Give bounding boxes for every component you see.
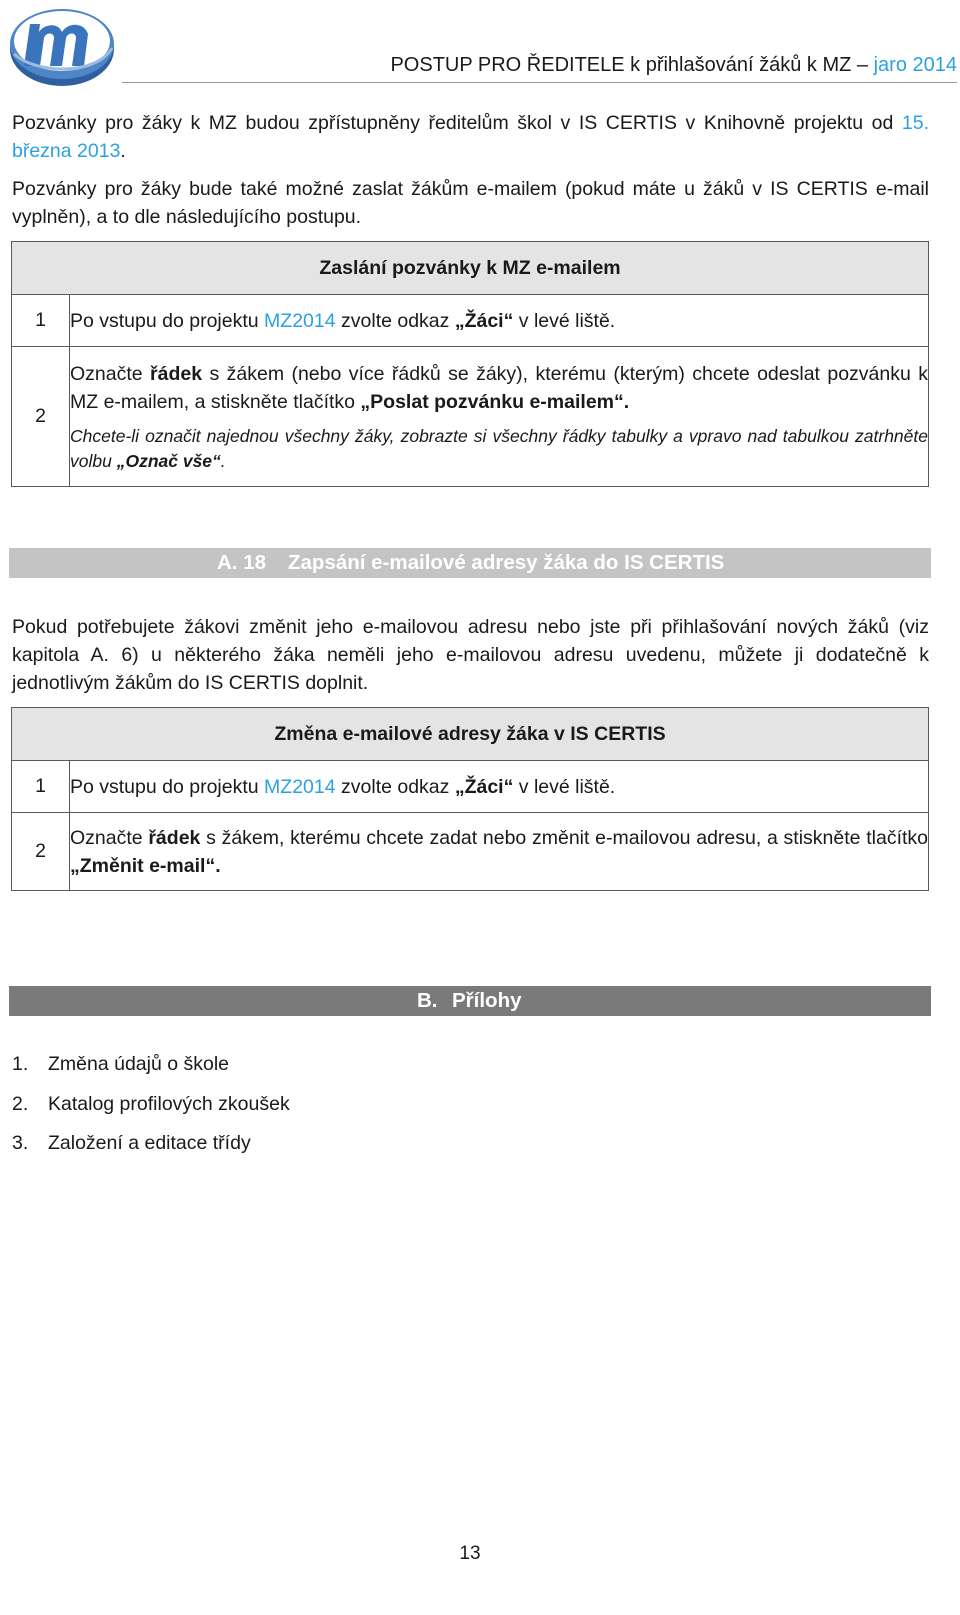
project-link[interactable]: MZ2014: [264, 775, 336, 798]
intro-p1-date: 15. března 2013: [12, 112, 929, 162]
step-number: 2: [12, 813, 70, 891]
attachments-list: [12, 1049, 290, 1168]
list-item-number: 3.: [12, 1132, 29, 1154]
table-row: [12, 761, 929, 813]
list-item: [12, 1128, 290, 1168]
header-title-dash: –: [851, 54, 874, 76]
table-row: [12, 295, 929, 347]
step-text-part: zvolte odkaz: [335, 775, 455, 798]
header-title: [390, 54, 957, 77]
section-title: Zapsání e-mailové adresy žáka do IS CERTIS: [288, 551, 725, 574]
step-text-part: Označte: [70, 362, 151, 385]
steps-table-email-change: [11, 707, 929, 891]
table-row: [12, 813, 929, 891]
step-note: [70, 424, 928, 474]
list-item-label: Založení a editace třídy: [48, 1132, 251, 1154]
step-note-part: Chcete-li označit najednou všechny žáky, zobrazte si všechny řádky tabulky a vpravo nad tabulkou zatrhněte volbu: [70, 425, 928, 471]
step-text-part: Po vstupu do projektu: [70, 775, 265, 798]
select-all-label: „Označ vše“: [116, 450, 221, 471]
step-text: [70, 761, 929, 813]
step-text: [70, 295, 929, 347]
step-text-part: Po vstupu do projektu: [70, 309, 265, 332]
step-text-part: v levé liště.: [513, 775, 616, 798]
logo-m-icon: [6, 4, 118, 88]
step-text-part: v levé liště.: [513, 309, 616, 332]
intro-paragraph-1: [12, 109, 929, 165]
page-number: 13: [459, 1543, 481, 1564]
section-heading-a18: [9, 548, 931, 578]
zaci-link-label: „Žáci“: [454, 309, 514, 332]
section-number: B.: [417, 989, 438, 1012]
list-item-number: 1.: [12, 1053, 29, 1075]
intro-paragraph-2: Pozvánky pro žáky bude také možné zaslat žákům e-mailem (pokud máte u žáků v IS CERTIS e-mail vyplněn), a to dle následujícího postupu.: [12, 178, 929, 228]
change-email-button-label: „Změnit e-mail“.: [70, 854, 221, 877]
step-text-part: s žákem, kterému chcete zadat nebo změnit e-mailovou adresu, a stiskněte tlačítko: [200, 826, 928, 849]
step-number: 1: [12, 295, 70, 347]
step-text: [70, 813, 929, 891]
step-text-part: s žákem (nebo více řádků se žáky), kterému (kterým) chcete odeslat pozvánku k MZ e-mailem, a stiskněte tlačítko: [70, 362, 928, 413]
list-item-label: Katalog profilových zkoušek: [48, 1092, 290, 1115]
section-number: A. 18: [217, 551, 266, 574]
list-item: [12, 1089, 290, 1129]
table-title: Změna e-mailové adresy žáka v IS CERTIS: [12, 708, 929, 761]
step-main-text: [70, 360, 928, 416]
table-title: Zaslání pozvánky k MZ e-mailem: [12, 242, 929, 295]
row-label: řádek: [150, 362, 203, 385]
intro-p1-text: Pozvánky pro žáky k MZ budou zpřístupněny ředitelům škol v IS CERTIS v Knihovně projektu od: [12, 112, 902, 134]
section-a18-paragraph: Pokud potřebujete žákovi změnit jeho e-mailovou adresu nebo jste při přihlašování nových žáků (viz kapitola A. 6) u některého žáka neměli jeho e-mailovou adresu uvedenu, můžete ji dodatečně k jednotlivým žákům do IS CERTIS doplnit.: [12, 616, 929, 694]
project-link[interactable]: MZ2014: [264, 309, 336, 332]
list-item-label: Změna údajů o škole: [48, 1053, 230, 1075]
table-row: [12, 347, 929, 487]
header-title-term: jaro 2014: [873, 54, 957, 76]
list-item-number: 2.: [12, 1092, 29, 1115]
row-label: řádek: [148, 826, 201, 849]
section-heading-b: [9, 986, 931, 1016]
step-text: [70, 347, 929, 487]
send-invitation-button-label: „Poslat pozvánku e-mailem“.: [360, 390, 630, 413]
step-note-part: .: [220, 450, 226, 471]
step-number: 1: [12, 761, 70, 813]
section-title: Přílohy: [452, 989, 522, 1012]
zaci-link-label: „Žáci“: [454, 775, 514, 798]
steps-table-invitation: [11, 241, 929, 487]
intro-p1-end: .: [120, 140, 126, 162]
header-divider: [122, 82, 957, 83]
list-item: [12, 1049, 290, 1089]
step-text-part: Označte: [70, 826, 149, 849]
step-text-part: zvolte odkaz: [335, 309, 455, 332]
step-number: 2: [12, 347, 70, 487]
header-title-main: POSTUP PRO ŘEDITELE k přihlašování žáků k MZ: [390, 54, 852, 76]
